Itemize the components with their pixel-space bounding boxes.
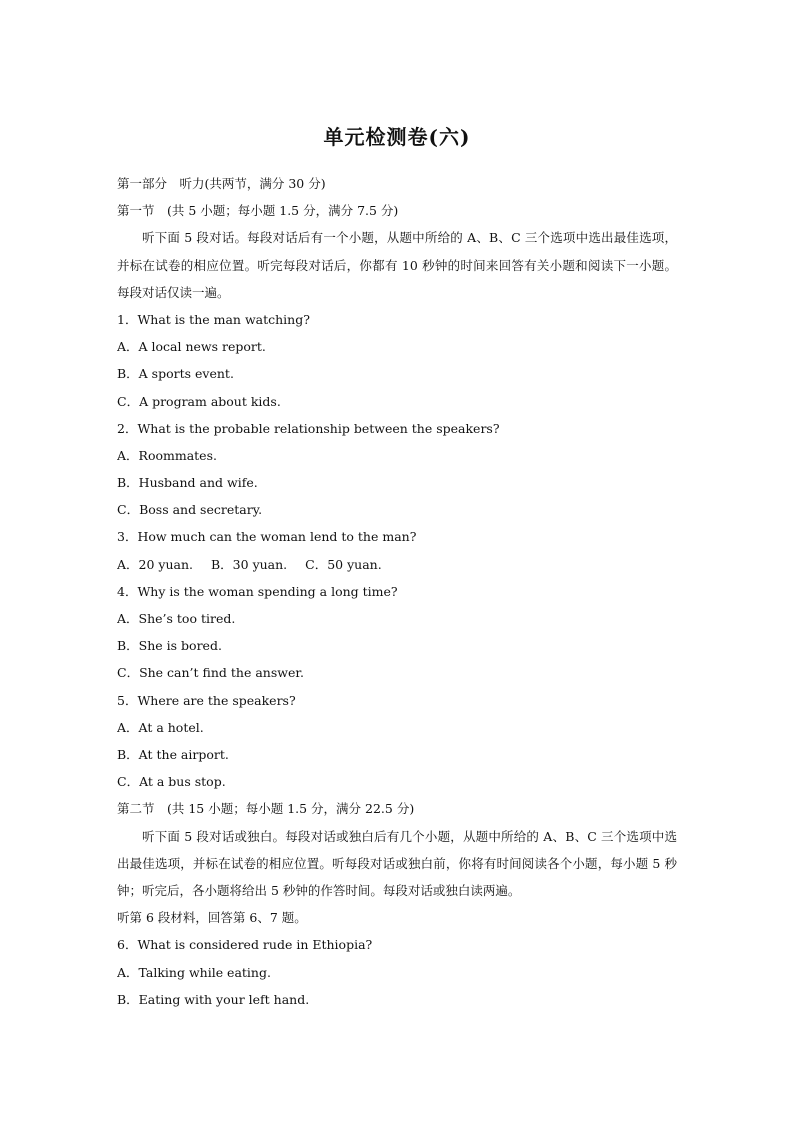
option: B．At the airport. bbox=[117, 746, 229, 762]
question-stem: 4．Why is the woman spending a long time? bbox=[117, 583, 398, 599]
section1-instructions: 听下面 5 段对话。每段对话后有一个小题，从题中所给的 A、B、C 三个选项中选出最佳选项，并标在试卷的相应位置。听完每段对话后，你都有 10 秒钟的时间来回答有关小题和阅读下一小题。每段对话仅读一遍。 bbox=[117, 230, 677, 300]
option: B．30 yuan. bbox=[211, 556, 288, 572]
option: A．She’s too tired. bbox=[117, 611, 236, 627]
question-stem: 3．How much can the woman lend to the man? bbox=[117, 529, 417, 545]
section1-heading: 第一节 (共 5 小题；每小题 1.5 分，满分 7.5 分) bbox=[117, 203, 399, 219]
option: B．Husband and wife. bbox=[117, 475, 258, 491]
part-heading: 第一部分 听力(共两节，满分 30 分) bbox=[117, 176, 326, 191]
option: A．20 yuan. bbox=[117, 556, 193, 572]
option: C．Boss and secretary. bbox=[117, 502, 263, 518]
question-stem: 1．What is the man watching? bbox=[117, 311, 310, 327]
inline-options bbox=[117, 551, 677, 578]
material-note: 听第 6 段材料，回答第 6、7 题。 bbox=[117, 910, 307, 926]
section2-heading: 第二节 (共 15 小题；每小题 1.5 分，满分 22.5 分) bbox=[117, 801, 415, 817]
option: C．She can’t find the answer. bbox=[117, 665, 304, 681]
option: C．At a bus stop. bbox=[117, 774, 226, 790]
option: A．Talking while eating. bbox=[117, 964, 271, 980]
page-title: 单元检测卷(六) bbox=[323, 125, 471, 149]
option: A．At a hotel. bbox=[117, 719, 204, 735]
question-stem: 6．What is considered rude in Ethiopia? bbox=[117, 937, 373, 953]
option: A．A local news report. bbox=[117, 339, 266, 355]
option: C．50 yuan. bbox=[305, 556, 382, 572]
option: B．She is bored. bbox=[117, 638, 222, 654]
question-stem: 2．What is the probable relationship between the speakers? bbox=[117, 420, 500, 436]
option: C．A program about kids. bbox=[117, 393, 281, 409]
section2-instructions: 听下面 5 段对话或独白。每段对话或独白后有几个小题，从题中所给的 A、B、C 三个选项中选出最佳选项，并标在试卷的相应位置。听每段对话或独白前，你将有时间阅读各个小题，每小题 5 秒钟；听完后，各小题将给出 5 秒钟的作答时间。每段对话或独白读两遍。 bbox=[117, 828, 677, 898]
document-body bbox=[117, 170, 677, 1013]
question-stem: 5．Where are the speakers? bbox=[117, 692, 296, 708]
option: B．Eating with your left hand. bbox=[117, 991, 310, 1007]
option: B．A sports event. bbox=[117, 366, 234, 382]
option: A．Roommates. bbox=[117, 447, 217, 463]
